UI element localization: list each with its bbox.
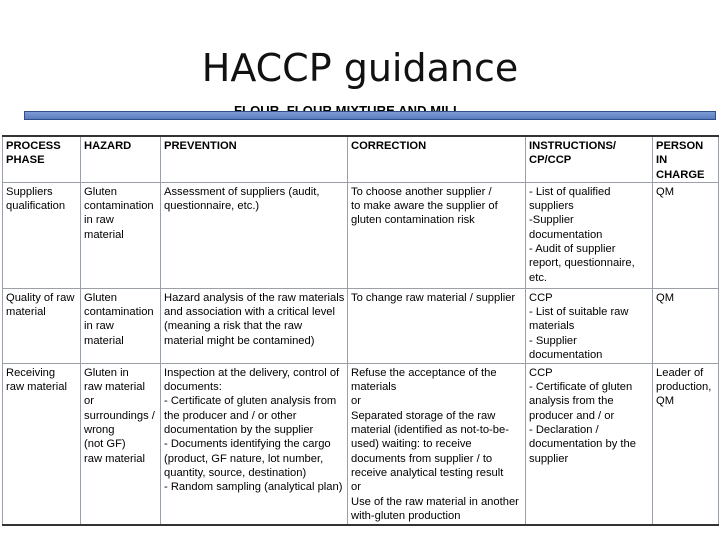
header-text-line: PERSON [656, 140, 704, 152]
cell-text-line: Refuse the acceptance of the [351, 366, 497, 379]
header-text-line: INSTRUCTIONS/ [529, 140, 617, 152]
cell-instructions [526, 363, 653, 525]
cell-text-line: documentation [529, 228, 603, 241]
cell-text-line: Quality of raw [6, 291, 75, 304]
table-row [3, 288, 719, 363]
cell-text-line: materials [351, 381, 397, 394]
cell-process-phase [3, 288, 81, 363]
cell-text-line: material might be contamined) [164, 334, 315, 347]
header-text-line: CORRECTION [351, 140, 427, 152]
cell-text-line: Gluten in [84, 366, 129, 379]
table-header-row [3, 136, 719, 182]
cell-text-line: QM [656, 291, 675, 304]
cell-text-line: Hazard analysis of the raw materials [164, 291, 345, 304]
header-text-line: IN [656, 154, 668, 167]
cell-text-line: (not GF) [84, 438, 126, 451]
cell-instructions [526, 288, 653, 363]
cell-text-line: Inspection at the delivery, control of [164, 366, 340, 379]
cell-text-line: gluten contamination risk [351, 214, 475, 227]
cell-text-line: material [84, 228, 124, 241]
cell-prevention [161, 182, 348, 288]
cell-text-line: - List of qualified [529, 185, 611, 198]
cell-text-line: - Audit of supplier [529, 243, 616, 256]
cell-text-line: etc. [529, 271, 548, 284]
cell-text-line: or [84, 395, 94, 408]
title-divider-bar [24, 111, 716, 120]
cell-text-line: material (identified as not-to-be- [351, 424, 509, 437]
cell-text-line: raw material [84, 381, 145, 394]
cell-person-in-charge [653, 182, 719, 288]
cell-text-line: surroundings / [84, 409, 155, 422]
header-hazard [81, 136, 161, 182]
cell-text-line: report, questionnaire, [529, 257, 635, 270]
cell-text-line: material [84, 334, 124, 347]
header-text-line: HAZARD [84, 140, 132, 152]
cell-text-line: documentation by the supplier [164, 424, 314, 437]
cell-text-line: with-gluten production [351, 509, 461, 522]
cell-text-line: - Certificate of gluten [529, 381, 633, 394]
cell-text-line: documents from supplier / to [351, 452, 493, 465]
cell-text-line: QM [656, 395, 675, 408]
cell-text-line: Assessment of suppliers (audit, [164, 185, 320, 198]
cell-text-line: - List of suitable raw [529, 306, 629, 319]
cell-hazard [81, 363, 161, 525]
header-process-phase [3, 136, 81, 182]
cell-text-line: -Supplier [529, 214, 574, 227]
cell-text-line: Leader of [656, 366, 704, 379]
cell-process-phase [3, 363, 81, 525]
cell-text-line: Use of the raw material in another [351, 495, 519, 508]
cell-text-line: CCP [529, 366, 553, 379]
cell-prevention [161, 363, 348, 525]
cell-text-line: QM [656, 185, 675, 198]
cell-text-line: (meaning a risk that the raw [164, 320, 303, 333]
cell-text-line: and association with a critical level [164, 306, 336, 319]
cell-text-line: documents: [164, 381, 222, 394]
cell-text-line: or [351, 481, 361, 494]
cell-text-line: quantity, source, destination) [164, 466, 307, 479]
cell-text-line: used) waiting: to receive [351, 438, 472, 451]
cell-text-line: receive analytical testing result [351, 466, 504, 479]
cell-process-phase [3, 182, 81, 288]
cell-correction [348, 363, 526, 525]
cell-text-line: analysis from the [529, 395, 614, 408]
header-instructions [526, 136, 653, 182]
cell-person-in-charge [653, 288, 719, 363]
cell-text-line: the producer and / or other [164, 409, 297, 422]
cell-text-line: in raw [84, 320, 114, 333]
cell-text-line: To change raw material / supplier [351, 291, 516, 304]
cell-hazard [81, 288, 161, 363]
cell-text-line: wrong [84, 424, 115, 437]
table-row [3, 182, 719, 288]
cell-text-line: contamination [84, 200, 154, 213]
header-text-line: PHASE [6, 154, 45, 167]
cell-person-in-charge [653, 363, 719, 525]
cell-text-line: - Documents identifying the cargo [164, 438, 331, 451]
cell-text-line: contamination [84, 306, 154, 319]
cell-correction [348, 182, 526, 288]
header-text-line: CHARGE [656, 168, 705, 181]
header-person-in-charge [653, 136, 719, 182]
cell-text-line: suppliers [529, 200, 574, 213]
header-text-line: PROCESS [6, 140, 61, 152]
cell-text-line: producer and / or [529, 409, 615, 422]
cell-text-line: - Random sampling (analytical plan) [164, 481, 343, 494]
cell-prevention [161, 288, 348, 363]
header-correction [348, 136, 526, 182]
cell-instructions [526, 182, 653, 288]
cell-text-line: documentation by the [529, 438, 636, 451]
cell-text-line: Gluten [84, 291, 117, 304]
cell-text-line: - Certificate of gluten analysis from [164, 395, 337, 408]
haccp-table [2, 135, 719, 526]
cell-text-line: To choose another supplier / [351, 185, 492, 198]
header-text-line: CP/CCP [529, 154, 572, 167]
cell-correction [348, 288, 526, 363]
table-row [3, 363, 719, 525]
cell-text-line: Separated storage of the raw [351, 409, 496, 422]
cell-text-line: Suppliers [6, 185, 53, 198]
cell-text-line: material [6, 306, 46, 319]
cell-text-line: production, [656, 381, 712, 394]
cell-text-line: - Declaration / [529, 424, 599, 437]
cell-text-line: raw material [6, 381, 67, 394]
cell-text-line: or [351, 395, 361, 408]
cell-text-line: Receiving [6, 366, 56, 379]
cell-text-line: to make aware the supplier of [351, 200, 498, 213]
header-prevention [161, 136, 348, 182]
cell-text-line: raw material [84, 452, 145, 465]
cell-text-line: materials [529, 320, 575, 333]
header-text-line: PREVENTION [164, 140, 237, 152]
cell-text-line: (product, GF nature, lot number, [164, 452, 324, 465]
cell-hazard [81, 182, 161, 288]
cell-text-line: - Supplier [529, 334, 577, 347]
cell-text-line: CCP [529, 291, 553, 304]
cell-text-line: qualification [6, 200, 66, 213]
cell-text-line: Gluten [84, 185, 117, 198]
cell-text-line: questionnaire, etc.) [164, 200, 260, 213]
cell-text-line: supplier [529, 452, 569, 465]
slide-title: HACCP guidance [201, 46, 519, 90]
cell-text-line: in raw [84, 214, 114, 227]
cell-text-line: documentation [529, 349, 603, 362]
